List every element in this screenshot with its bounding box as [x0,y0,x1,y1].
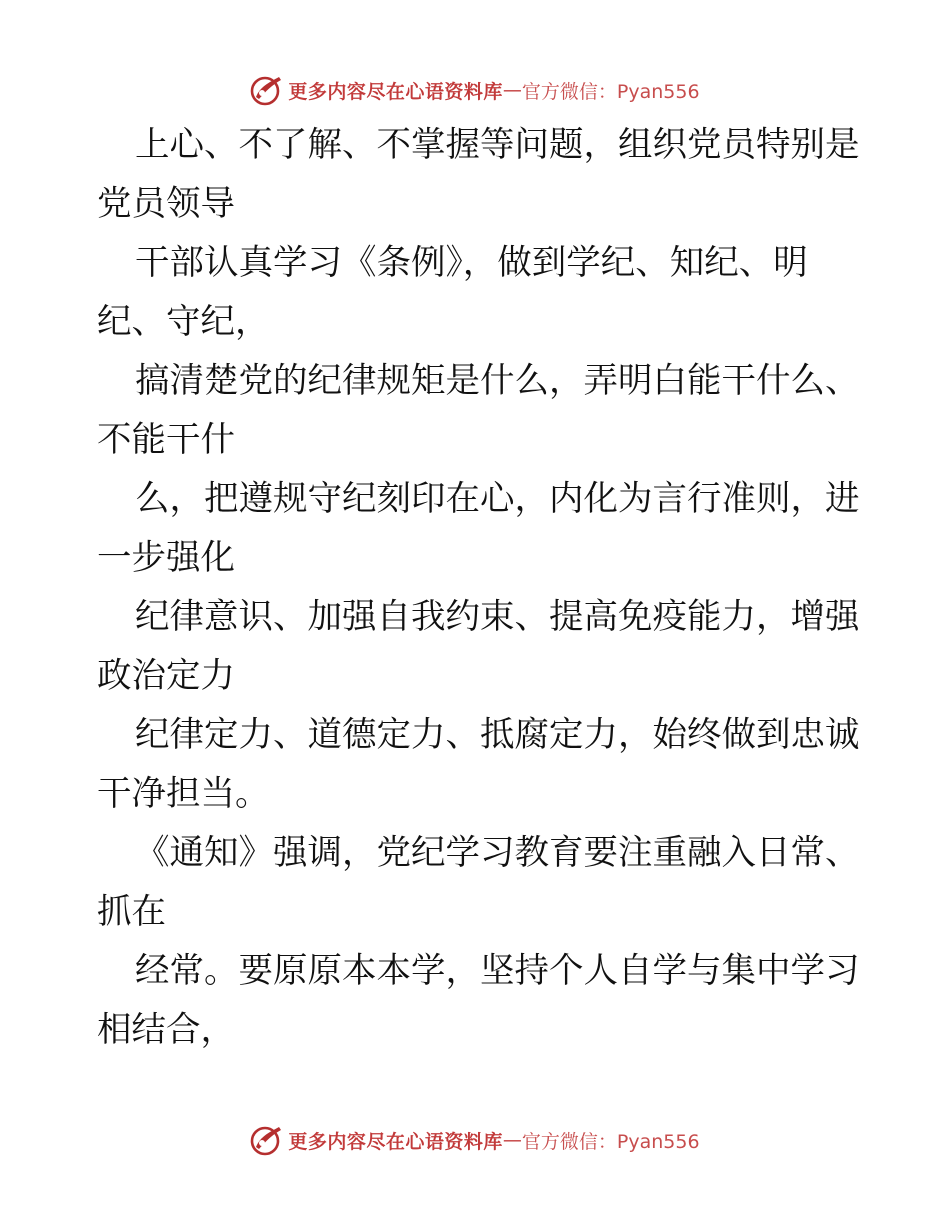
pen-circle-icon [250,1123,284,1157]
body-text [97,116,860,1060]
banner-separator: — [502,1129,522,1151]
text-line: 相结合， [97,1010,235,1050]
wechat-label: 官方微信：Pyan556 [521,1130,700,1153]
text-line: 纪、守纪， [97,302,270,342]
text-line: 党员领导 [97,184,235,224]
footer-banner [0,1120,950,1160]
text-line: 政治定力 [97,656,235,696]
banner-separator: — [502,79,522,101]
banner-title: 更多内容尽在心语资料库 [288,1130,503,1153]
text-line: 上心、不了解、不掌握等问题，组织党员特别是 [135,125,860,165]
text-line: 经常。要原原本本学，坚持个人自学与集中学习 [135,951,860,991]
text-line: 干净担当。 [97,774,270,814]
text-line: 《通知》强调，党纪学习教育要注重融入日常、 [135,833,860,873]
text-line: 搞清楚党的纪律规矩是什么，弄明白能干什么、 [135,361,860,401]
text-line: 抓在 [97,892,166,932]
wechat-label: 官方微信：Pyan556 [521,80,700,103]
text-line: 一步强化 [97,538,235,578]
text-line: 么，把遵规守纪刻印在心，内化为言行准则，进 [135,479,860,519]
header-banner [0,70,950,110]
pen-circle-icon [250,73,284,107]
text-line: 干部认真学习《条例》，做到学纪、知纪、明 [135,243,808,283]
banner-title: 更多内容尽在心语资料库 [288,80,503,103]
text-line: 纪律定力、道德定力、抵腐定力，始终做到忠诚 [135,715,860,755]
text-line: 不能干什 [97,420,235,460]
text-line: 纪律意识、加强自我约束、提高免疫能力，增强 [135,597,860,637]
